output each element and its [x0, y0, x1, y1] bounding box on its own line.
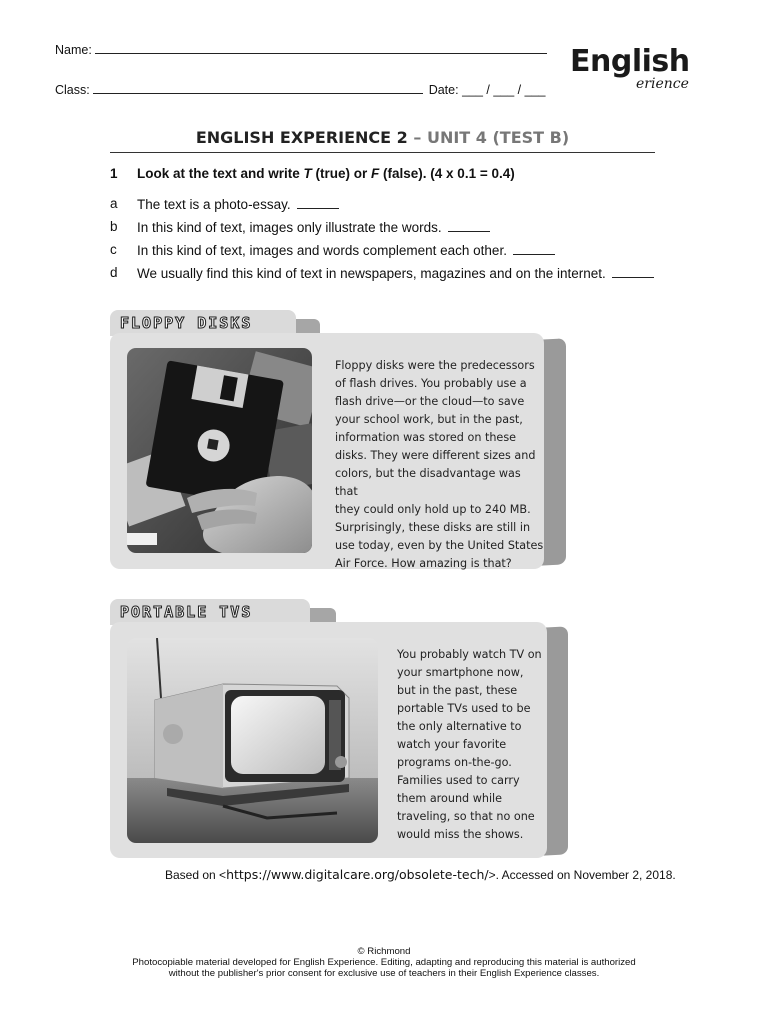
- item-text: [137, 242, 555, 258]
- question-instruction: [137, 166, 515, 181]
- date-field[interactable]: ___ / ___ / ___: [462, 83, 546, 97]
- card-text-line: flash drive—or the cloud—to save: [335, 395, 525, 408]
- floppy-disks-text: [335, 357, 544, 573]
- portable-tvs-card: [110, 622, 547, 858]
- instruction-true-letter: T: [303, 166, 312, 181]
- item-letter: a: [110, 196, 118, 211]
- card-text-line: Families used to carry: [397, 774, 520, 787]
- question-number: 1: [110, 166, 118, 181]
- class-label: Class:: [55, 83, 90, 97]
- floppy-disk-photo: [127, 348, 312, 553]
- instruction-false-letter: F: [371, 166, 380, 181]
- source-url[interactable]: https://www.digitalcare.org/obsolete-tech/: [226, 867, 489, 882]
- item-statement: We usually find this kind of text in newspapers, magazines and on the internet.: [137, 266, 606, 281]
- item-letter: b: [110, 219, 118, 234]
- name-label: Name:: [55, 43, 92, 57]
- class-row: [55, 82, 545, 97]
- item-letter: d: [110, 265, 118, 280]
- answer-blank[interactable]: [612, 265, 654, 278]
- class-field[interactable]: [93, 82, 423, 94]
- instruction-part: (false). (4 x 0.1 = 0.4): [379, 166, 515, 181]
- card-text-line: of flash drives. You probably use a: [335, 377, 527, 390]
- name-field[interactable]: [95, 42, 547, 54]
- card-tab-label: FLOPPY DISKS: [120, 314, 253, 332]
- card-text-line: colors, but the disadvantage was that: [335, 467, 521, 498]
- instruction-part: Look at the text and write: [137, 166, 304, 181]
- floppy-disks-card: [110, 333, 544, 569]
- card-text-line: You probably watch TV on: [397, 648, 542, 661]
- card-text-line: programs on-the-go.: [397, 756, 512, 769]
- portable-tv-photo: [127, 638, 378, 843]
- answer-blank[interactable]: [513, 242, 555, 255]
- card-text-line: portable TVs used to be: [397, 702, 531, 715]
- card-text-line: would miss the shows.: [397, 828, 524, 841]
- logo-sub-text: erience: [636, 76, 689, 92]
- card-text-line: the only alternative to: [397, 720, 522, 733]
- card-text-line: your school work, but in the past,: [335, 413, 523, 426]
- card-text-line: Air Force. How amazing is that?: [335, 557, 512, 570]
- card-text-line: but in the past, these: [397, 684, 518, 697]
- card-text-line: watch your favorite: [397, 738, 507, 751]
- page-footer: [90, 946, 678, 979]
- logo-main-text: English: [570, 44, 690, 79]
- title-dash: –: [407, 128, 427, 147]
- card-text-line: Floppy disks were the predecessors: [335, 359, 535, 372]
- page-title: [110, 128, 655, 153]
- title-unit: UNIT 4 (TEST B): [426, 128, 570, 147]
- answer-blank[interactable]: [297, 196, 339, 209]
- source-suffix: >. Accessed on November 2, 2018.: [488, 868, 676, 882]
- english-experience-logo: [570, 44, 712, 100]
- portable-tvs-text: [397, 646, 542, 844]
- answer-blank[interactable]: [448, 219, 490, 232]
- portable-tv-image: [127, 638, 378, 843]
- card-text-line: information was stored on these: [335, 431, 517, 444]
- item-statement: In this kind of text, images only illustrate the words.: [137, 220, 442, 235]
- floppy-disk-image: [127, 348, 312, 553]
- item-text: [137, 265, 654, 281]
- source-prefix: Based on <: [165, 868, 227, 882]
- item-letter: c: [110, 242, 117, 257]
- card-tab-label: PORTABLE TVS: [120, 603, 253, 621]
- title-main: ENGLISH EXPERIENCE 2: [195, 128, 408, 147]
- card-text-line: traveling, so that no one: [397, 810, 535, 823]
- instruction-part: (true) or: [311, 166, 372, 181]
- card-text-line: disks. They were different sizes and: [335, 449, 536, 462]
- card-text-line: use today, even by the United States: [335, 539, 544, 552]
- card-text-line: them around while: [397, 792, 503, 805]
- item-statement: In this kind of text, images and words complement each other.: [137, 243, 507, 258]
- footer-copyright: © Richmond: [357, 946, 411, 957]
- item-text: [137, 196, 339, 212]
- item-statement: The text is a photo-essay.: [137, 197, 291, 212]
- name-row: [55, 42, 547, 57]
- card-text-line: Surprisingly, these disks are still in: [335, 521, 531, 534]
- footer-line: without the publisher's prior consent for exclusive use of teachers in their English Experience classes.: [168, 968, 600, 979]
- date-label: Date:: [428, 83, 459, 97]
- source-citation: [165, 867, 676, 882]
- card-text-line: they could only hold up to 240 MB.: [335, 503, 531, 516]
- item-text: [137, 219, 490, 235]
- footer-line: Photocopiable material developed for English Experience. Editing, adapting and reproducing this material is authorized: [132, 957, 636, 968]
- card-text-line: your smartphone now,: [397, 666, 524, 679]
